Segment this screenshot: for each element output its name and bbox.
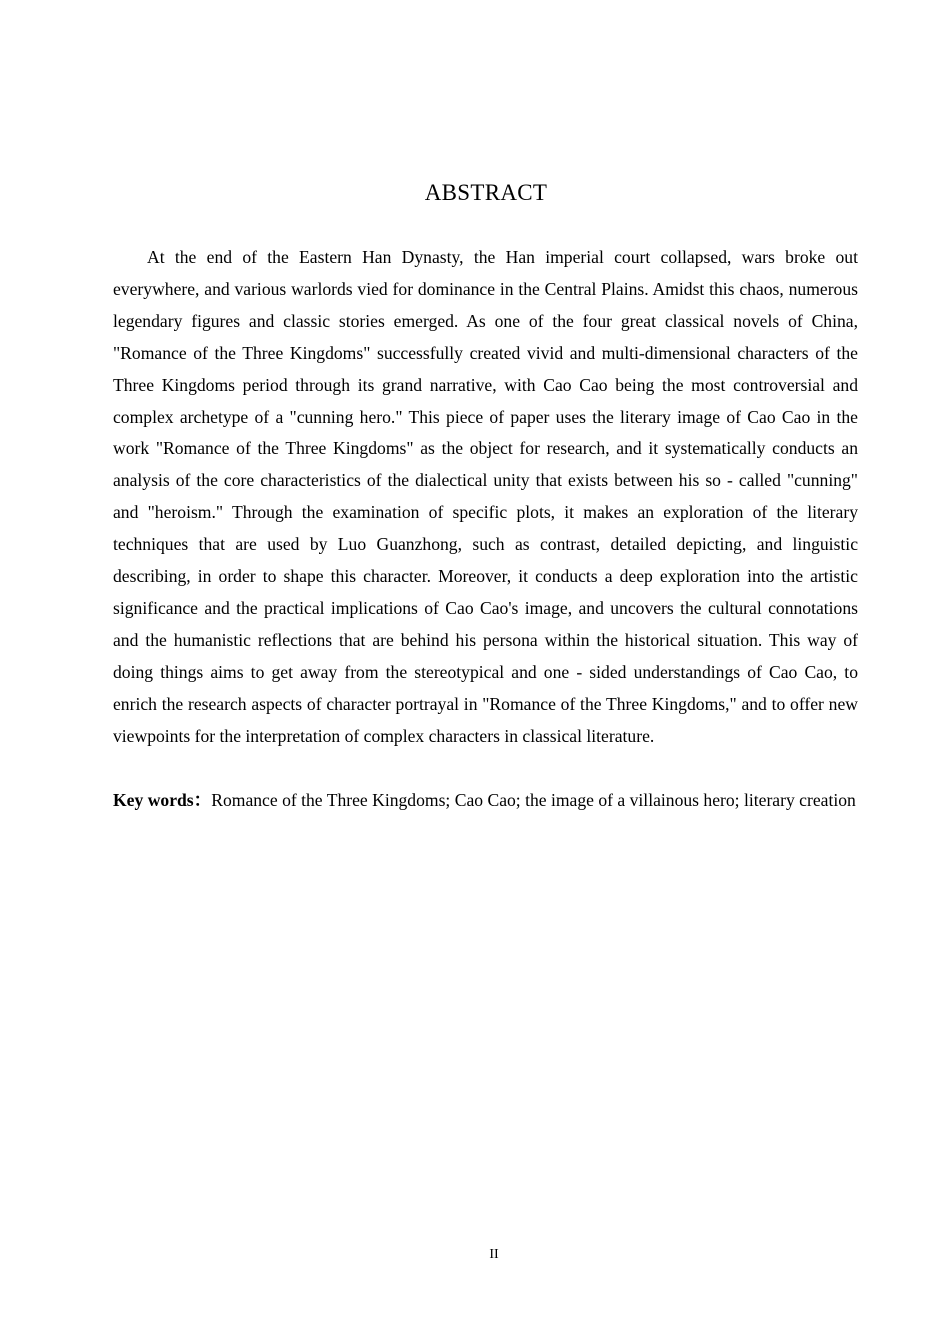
abstract-body: At the end of the Eastern Han Dynasty, the Han imperial court collapsed, wars broke out everywhere, and various warlords vied for dominance in the Central Plains. Amidst this chaos, numerous legendary figures and classic stories emerged. As one of the four great classical novels of China, "Romance of the Three Kingdoms" successfully created vivid and multi-dimensional characters of the Three Kingdoms period through its grand narrative, with Cao Cao being the most controversial and complex archetype of a "cunning hero." This piece of paper uses the literary image of Cao Cao in the work "Romance of the Three Kingdoms" as the object for research, and it systematically conducts an analysis of the core characteristics of the dialectical unity that exists between his so - called "cunning" and "heroism." Through the examination of specific plots, it makes an exploration of the literary techniques that are used by Luo Guanzhong, such as contrast, detailed depicting, and linguistic describing, in order to shape this character. Moreover, it conducts a deep exploration into the artistic significance and the practical implications of Cao Cao's image, and uncovers the cultural connotations and the humanistic reflections that are behind his persona within the historical situation. This way of doing things aims to get away from the stereotypical and one - sided understandings of Cao Cao, to enrich the research aspects of character portrayal in "Romance of the Three Kingdoms," and to offer new viewpoints for the interpretation of complex characters in classical literature. bbox=[113, 247, 858, 746]
page-number: II bbox=[489, 1247, 499, 1262]
keywords-label: Key words： bbox=[113, 790, 212, 810]
keywords-line bbox=[113, 785, 858, 817]
abstract-title: ABSTRACT bbox=[424, 180, 548, 205]
keywords-text: Romance of the Three Kingdoms; Cao Cao; the image of a villainous hero; literary creation bbox=[211, 790, 856, 810]
